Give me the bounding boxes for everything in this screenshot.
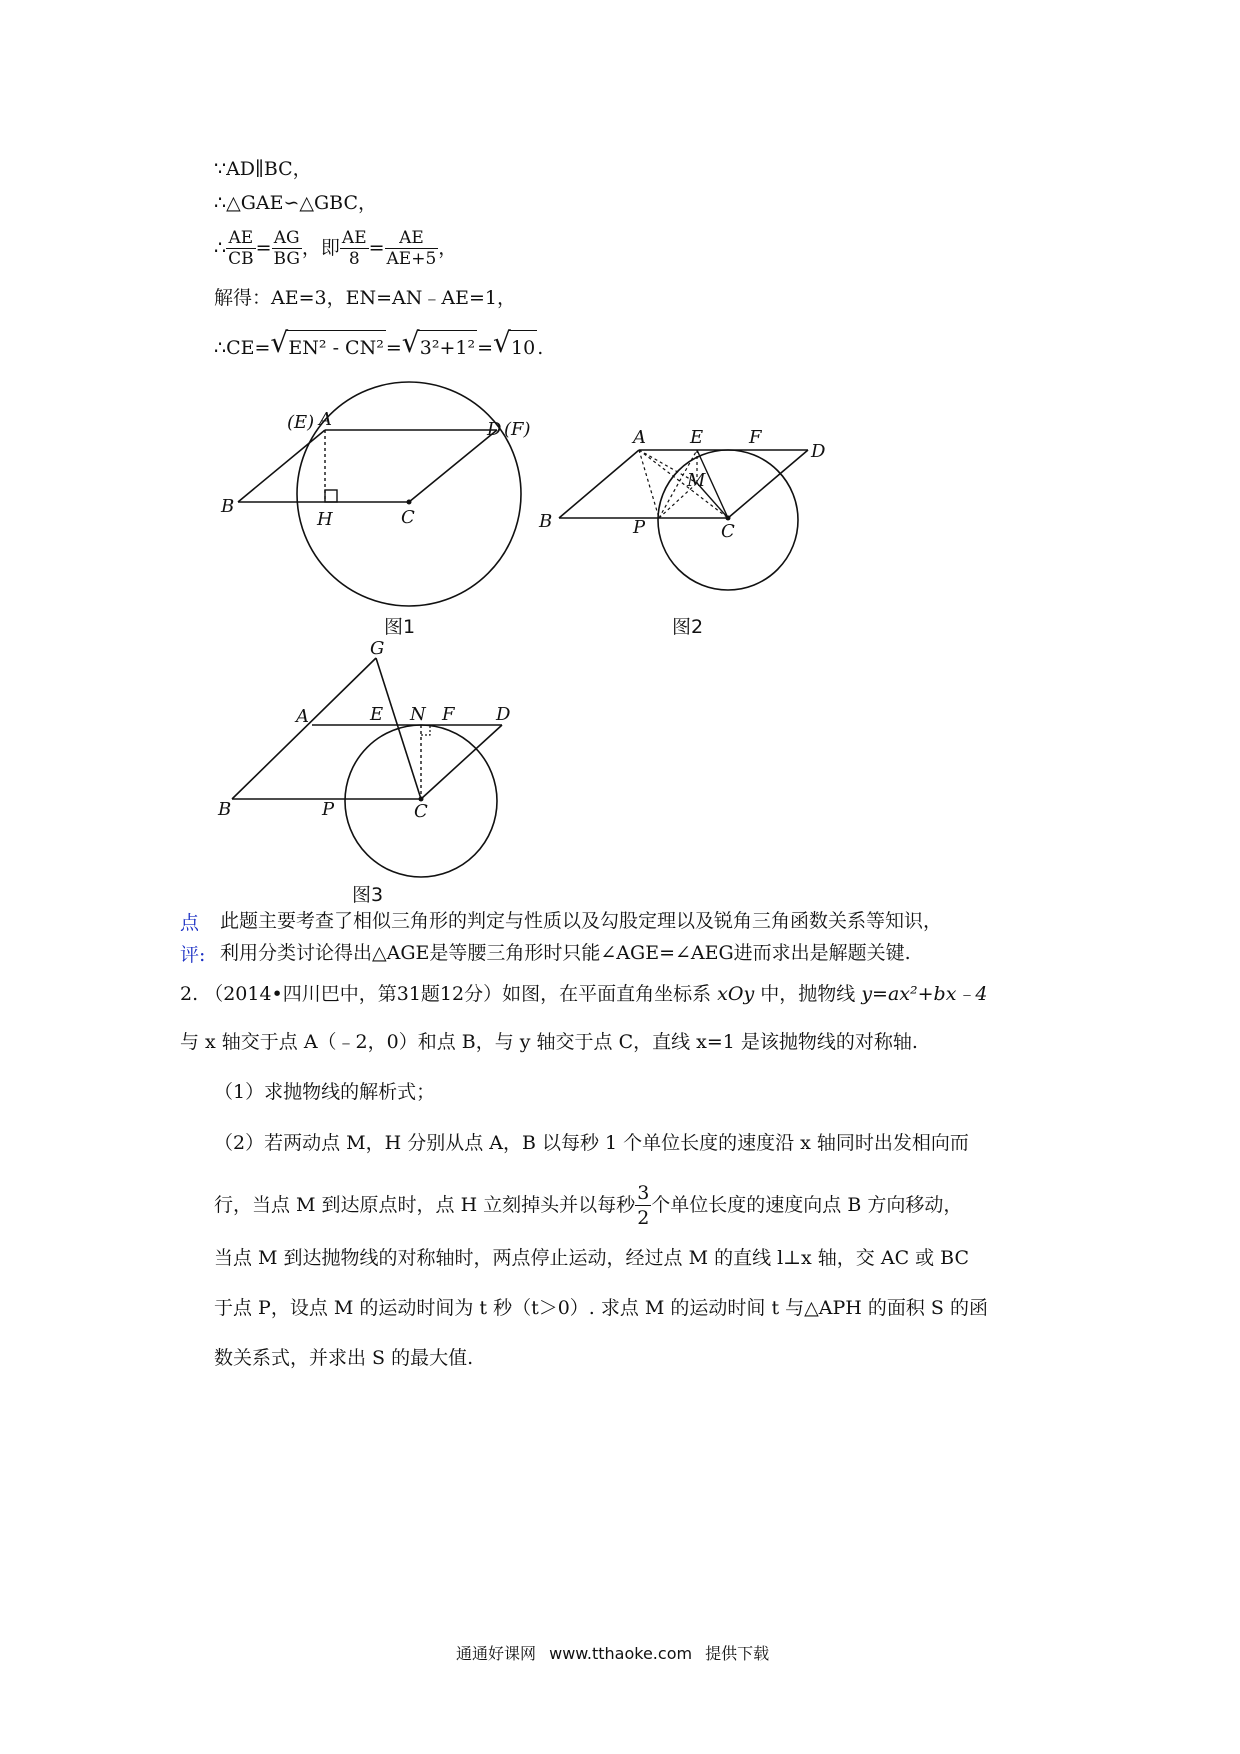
fraction-numerator: 3 [637,1181,650,1204]
fig1-label-b: B [221,496,235,517]
fig3-label-p: P [322,799,335,820]
footer-url[interactable]: www.tthaoke.com [549,1644,693,1663]
fig2-label-p: P [633,517,646,538]
fig2-label-f: F [749,427,762,448]
fraction-numerator: AE [385,228,439,249]
problem-part-2-line-1: （2）若两动点 M，H 分别从点 A，B 以每秒 1 个单位长度的速度沿 x 轴同时出发相向而 [214,1132,969,1154]
page-footer [456,1641,769,1664]
fraction-ae-cb [226,228,256,269]
fig3-label-n: N [410,704,426,725]
solution-line-3 [214,222,457,274]
fig2-label-d: D [811,441,826,462]
fig2-dashed-lines [639,450,728,518]
fraction-numerator: AE [341,227,367,248]
fig1-label-a: A [319,409,332,430]
speed-fraction [635,1181,651,1230]
footer-download: 提供下载 [705,1644,770,1663]
radical-icon: √ [270,326,289,359]
ce-prefix: ∴CE= [214,337,271,359]
sqrt-en-cn [270,326,385,361]
fig3-label-g: G [370,638,385,659]
figure-2-diagram [535,425,835,555]
comment-text-1: 此题主要考查了相似三角形的判定与性质以及勾股定理以及锐角三角函数关系等知识， [220,910,943,932]
comment-label-2: 评: [180,944,206,966]
problem-number: 2. [180,983,199,1005]
comment-text-2: 利用分类讨论得出△AGE是等腰三角形时只能∠AGE=∠AEG进而求出是解题关键. [220,942,911,964]
fig2-label-a: A [633,427,646,448]
fraction-denominator: 8 [348,248,360,269]
fig1-label-d: D [487,419,502,440]
solution-line-2: ∴△GAE∽△GBC， [214,192,378,214]
radical-icon: √ [401,326,420,359]
fig1-label-e: (E) [287,412,315,433]
equals-sign: = [385,337,402,359]
equals-sign: = [368,237,385,259]
fig2-dash-ac [639,450,728,518]
figure-3-diagram [210,640,540,890]
fig1-label-c: C [401,507,415,528]
figure-1-caption: 图1 [384,616,416,638]
problem-part-1: （1）求抛物线的解析式； [214,1081,436,1103]
connector-text: ，即 [301,237,340,259]
fig1-right-angle [325,490,337,502]
comma: ， [438,237,458,259]
fig3-label-f: F [442,704,455,725]
problem-source: （2014•四川巴中，第31题12分） [204,983,503,1005]
footer-site-name: 通通好课网 [456,1644,537,1663]
fig3-line-bg [232,658,376,799]
radical-icon: √ [493,326,511,359]
fig2-line-ab [559,450,639,518]
problem-part-2-line-3: 当点 M 到达抛物线的对称轴时，两点停止运动，经过点 M 的直线 l⊥x 轴，交 AC 或 BC [214,1247,970,1269]
part-2-text-b: 个单位长度的速度向点 B 方向移动， [651,1194,963,1216]
equals-sign: = [477,337,493,359]
fraction-ae-ae5 [385,228,439,269]
parabola-equation: y=ax²+bx﹣4 [861,983,988,1005]
fig1-label-h: H [317,509,333,530]
figure-1-diagram [215,395,531,615]
fraction-denominator: AE+5 [386,248,437,269]
fig3-right-angle [421,725,430,735]
fig1-line-cd [409,430,497,502]
fraction-denominator: BG [273,248,300,269]
sqrt-3-1 [401,326,477,361]
fig2-label-e: E [690,427,704,448]
fraction-denominator: 2 [637,1206,650,1229]
figure-3-caption: 图3 [352,884,384,906]
problem-part-2-line-5: 数关系式，并求出 S 的最大值. [214,1347,474,1369]
problem-line-2: 与 x 轴交于点 A（﹣2，0）和点 B，与 y 轴交于点 C，直线 x=1 是该抛物线的对称轴. [180,1031,918,1053]
sqrt-10 [493,326,537,361]
part-2-text-a: 行，当点 M 到达原点时，点 H 立刻掉头并以每秒 [214,1194,636,1216]
radicand: 3²+1² [418,330,477,361]
fig3-label-d: D [496,704,511,725]
fig2-label-m: M [687,470,706,491]
fraction-denominator: CB [228,248,254,269]
fig3-label-c: C [414,801,428,822]
solution-line-5 [214,326,544,361]
fig3-label-e: E [370,704,384,725]
fig1-line-ab [238,430,325,502]
problem-header [180,981,988,1007]
therefore-symbol: ∴ [214,237,227,259]
fig1-label-f: (F) [504,419,531,440]
fraction-numerator: AE [226,228,256,249]
fig3-line-gc [376,658,421,799]
problem-intro-3: 中，抛物线 [760,983,856,1005]
period: . [537,337,544,359]
radicand: EN² - CN² [286,330,385,361]
fig1-center-point [407,500,412,505]
fig2-line-cd [728,450,808,518]
coordinate-system: xOy [717,983,755,1005]
figure-2-caption: 图2 [672,616,704,638]
equals-sign: = [255,237,272,259]
solution-line-4: 解得：AE=3，EN=AN﹣AE=1， [214,287,516,309]
fig2-center-point [726,516,731,521]
comment-label-1: 点 [180,912,200,934]
problem-intro-1: 如图，在平面直角坐标系 [502,983,712,1005]
fig2-label-c: C [721,521,735,542]
fig3-label-a: A [296,706,309,727]
problem-part-2-line-2 [214,1178,962,1232]
fraction-ae-8 [340,228,369,269]
solution-line-1: ∵AD∥BC， [214,158,312,180]
fig3-label-b: B [218,799,232,820]
fig2-label-b: B [539,511,553,532]
fraction-numerator: AG [272,228,302,249]
problem-part-2-line-4: 于点 P，设点 M 的运动时间为 t 秒（t＞0）. 求点 M 的运动时间 t 与△APH 的面积 S 的函 [214,1297,988,1319]
radicand: 10 [509,330,537,361]
fraction-ag-bg [272,228,302,269]
